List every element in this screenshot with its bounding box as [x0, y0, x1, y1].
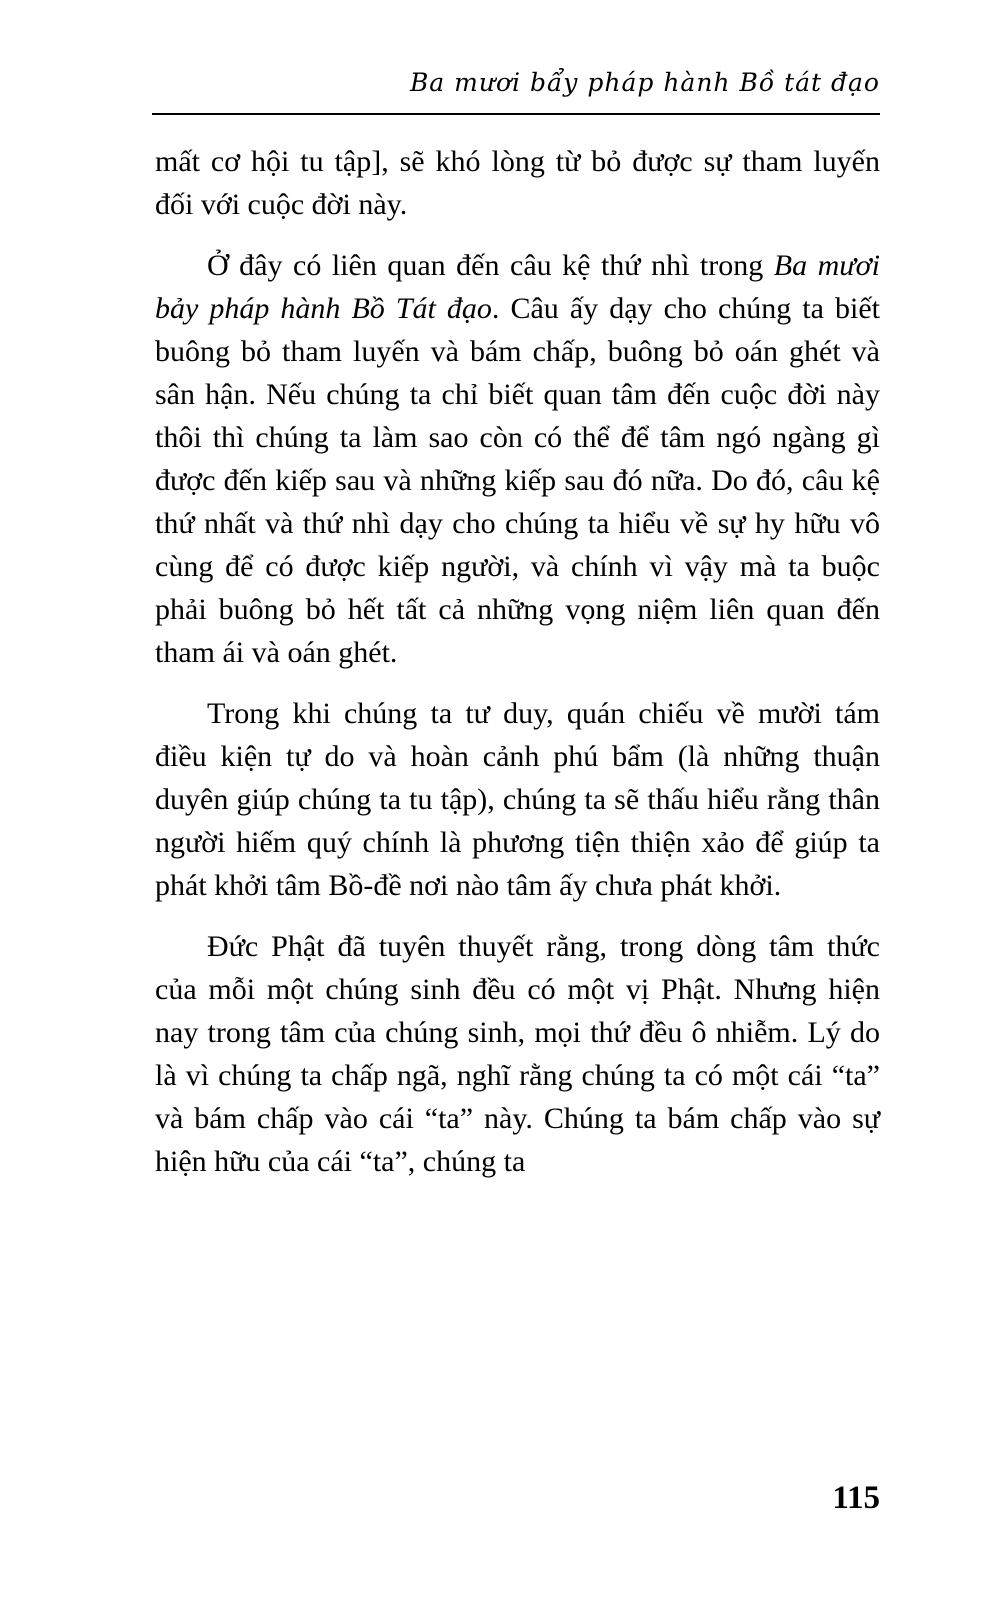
paragraph-4: Đức Phật đã tuyên thuyết rằng, trong dòng tâm thức của mỗi một chúng sinh đều có một vị Phật. Nhưng hiện nay trong tâm của chúng sinh, mọi thứ đều ô nhiễm. Lý do là vì chúng ta chấp ngã, nghĩ rằng chúng ta có một cái “ta” và bám chấp vào cái “ta” này. Chúng ta bám chấp vào sự hiện hữu của cái “ta”, chúng ta — [155, 930, 880, 1178]
page-number: 115 — [832, 1480, 880, 1516]
running-header-title: Ba mươi bẩy pháp hành Bồ tát đạo — [409, 68, 880, 97]
header-rule — [152, 113, 880, 115]
paragraph-3: Trong khi chúng ta tư duy, quán chiếu về mười tám điều kiện tự do và hoàn cảnh phú bẩm (là những thuận duyên giúp chúng ta tu tập), chúng ta sẽ thấu hiểu rằng thân người hiếm quý chính là phương tiện thiện xảo để giúp ta phát khởi tâm Bồ-đề nơi nào tâm ấy chưa phát khởi. — [155, 697, 880, 902]
paragraph-2-pre: Ở đây có liên quan đến câu kệ thứ nhì trong — [207, 249, 774, 282]
paragraph-1: mất cơ hội tu tập], sẽ khó lòng từ bỏ được sự tham luyến đối với cuộc đời này. — [155, 145, 880, 221]
paragraph-2 — [155, 244, 880, 674]
paragraph-2-post: . Câu ấy dạy cho chúng ta biết buông bỏ tham luyến và bám chấp, buông bỏ oán ghét và sân hận. Nếu chúng ta chỉ biết quan tâm đến cuộc đời này thôi thì chúng ta làm sao còn có thể để tâm ngó ngàng gì được đến kiếp sau và những kiếp sau đó nữa. Do đó, câu kệ thứ nhất và thứ nhì dạy cho chúng ta hiểu về sự hy hữu vô cùng để có được kiếp người, và chính vì vậy mà ta buộc phải buông bỏ hết tất cả những vọng niệm liên quan đến tham ái và oán ghét. — [155, 292, 880, 669]
book-title-italic: Ba mươi bảy pháp hành Bồ Tát đạo — [155, 249, 880, 325]
body-text — [155, 140, 880, 1201]
